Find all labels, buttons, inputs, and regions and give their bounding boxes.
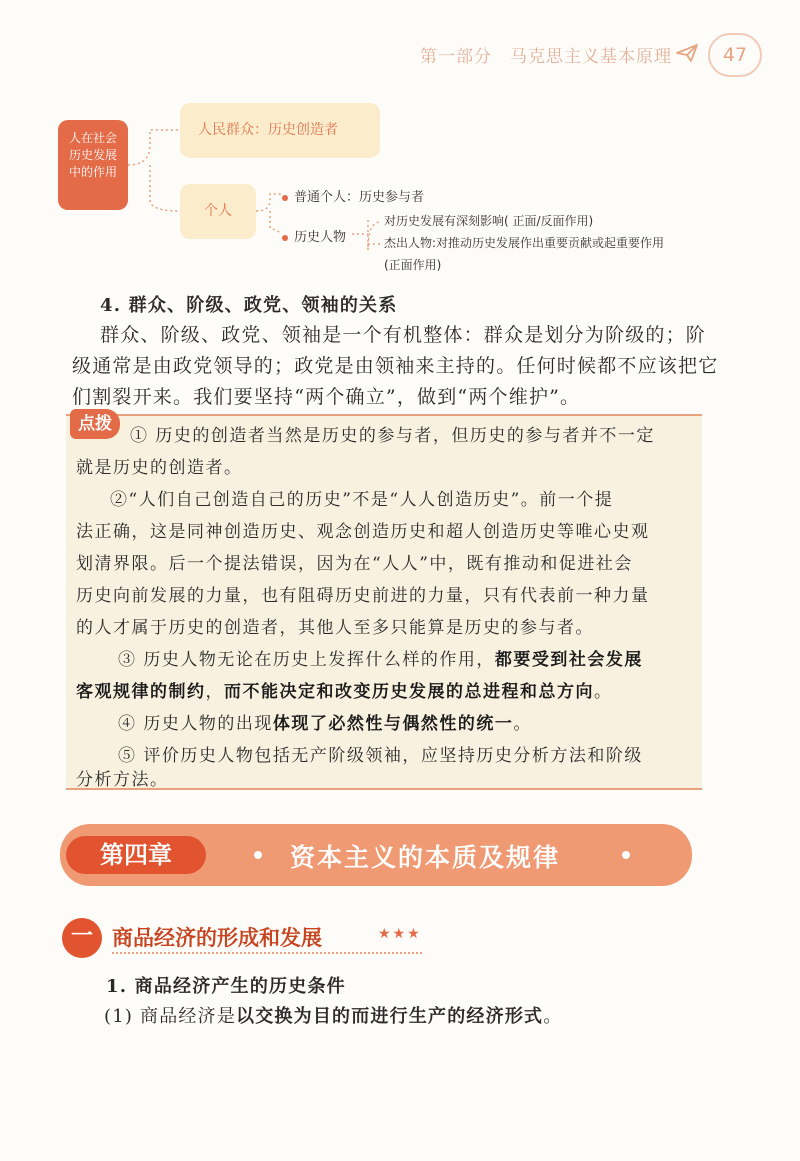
- book-title: 马克思主义基本原理: [510, 47, 672, 67]
- page-number: 47: [708, 33, 762, 77]
- tip-line: [118, 709, 532, 734]
- section-number: 一: [62, 918, 102, 958]
- tip-badge: 点拨: [70, 409, 120, 439]
- tip-text: ，: [205, 682, 224, 702]
- tip-line: ① 历史的创造者当然是历史的参与者，但历史的参与者并不一定: [130, 426, 655, 446]
- historical-figure-label: 历史人物: [294, 230, 347, 245]
- ordinary-person-item: [282, 186, 424, 205]
- importance-stars: ★★★: [378, 926, 422, 942]
- tip-line: [76, 677, 613, 702]
- tip-line: 的人才属于历史的创造者，其他人至多只能算是历史的参与者。: [76, 618, 594, 638]
- tip-text: ④ 历史人物的出现: [118, 714, 273, 734]
- tip-emphasis: 客观规律的制约: [76, 682, 206, 702]
- tip-line: ⑤ 评价历史人物包括无产阶级领袖，应坚持历史分析方法和阶级: [118, 746, 643, 766]
- section-heading: 4. 群众、阶级、政党、领袖的关系: [100, 295, 398, 316]
- tip-line: ②“人们自己创造自己的历史”不是“人人创造历史”。前一个提: [110, 490, 614, 510]
- paragraph-line: 群众、阶级、政党、领袖是一个有机整体：群众是划分为阶级的；阶: [100, 324, 707, 346]
- tip-text: ③ 历史人物无论在历史上发挥什么样的作用，: [118, 650, 495, 670]
- tip-emphasis: 而不能决定和改变历史发展的总进程和总方向: [224, 682, 594, 702]
- banner-dot: [622, 851, 630, 859]
- banner-dot: [254, 851, 262, 859]
- paragraph-line: 级通常是由政党领导的；政党是由领袖来主持的。任何时候都不应该把它: [72, 355, 719, 377]
- part-label: 第一部分: [420, 47, 492, 67]
- individual-node: 个人: [180, 184, 256, 239]
- historical-detail-1: 对历史发展有深刻影响( 正面/反面作用): [384, 214, 594, 228]
- item-emphasis: 以交换为目的而进行生产的经济形式: [236, 1006, 544, 1027]
- tip-line: 就是历史的创造者。: [76, 458, 243, 478]
- root-line-1: 人在社会: [68, 131, 117, 145]
- section-title: 商品经济的形成和发展: [112, 925, 322, 950]
- subsection-item: [104, 1002, 562, 1028]
- paragraph-line: 们割裂开来。我们要坚持“两个确立”，做到“两个维护”。: [72, 386, 581, 408]
- tip-line: 分析方法。: [76, 770, 169, 790]
- tip-line: 法正确，这是同神创造历史、观念创造历史和超人创造历史等唯心史观: [76, 522, 650, 542]
- diagram-root-node: [58, 120, 128, 210]
- root-line-2: 历史发展: [68, 148, 117, 162]
- tip-text: 。: [513, 714, 532, 734]
- tip-emphasis: 都要受到社会发展: [494, 650, 643, 670]
- root-line-3: 中的作用: [68, 165, 117, 179]
- chapter-title: 资本主义的本质及规律: [290, 843, 561, 872]
- masses-node: 人民群众：历史创造者: [180, 103, 380, 158]
- tip-line: [118, 645, 643, 670]
- item-text: (1) 商品经济是: [104, 1006, 237, 1027]
- item-text: 。: [543, 1006, 563, 1027]
- historical-detail-2: 杰出人物:对推动历史发展作出重要贡献或起重要作用: [384, 236, 665, 250]
- tip-text: 。: [594, 682, 613, 702]
- historical-detail-3: (正面作用): [384, 258, 442, 272]
- bullet-dot: [282, 195, 288, 201]
- tip-line: 历史向前发展的力量，也有阻碍历史前进的力量，只有代表前一种力量: [76, 586, 650, 606]
- ordinary-person-label: 普通个人：历史参与者: [294, 190, 425, 205]
- bullet-dot: [282, 235, 288, 241]
- tip-line: 划清界限。后一个提法错误，因为在“人人”中，既有推动和促进社会: [76, 554, 633, 574]
- historical-figure-item: [282, 226, 346, 245]
- chapter-label: 第四章: [66, 836, 206, 874]
- subsection-heading: 1. 商品经济产生的历史条件: [106, 976, 346, 997]
- section-underline: [112, 952, 422, 954]
- tip-emphasis: 体现了必然性与偶然性的统一: [272, 714, 514, 734]
